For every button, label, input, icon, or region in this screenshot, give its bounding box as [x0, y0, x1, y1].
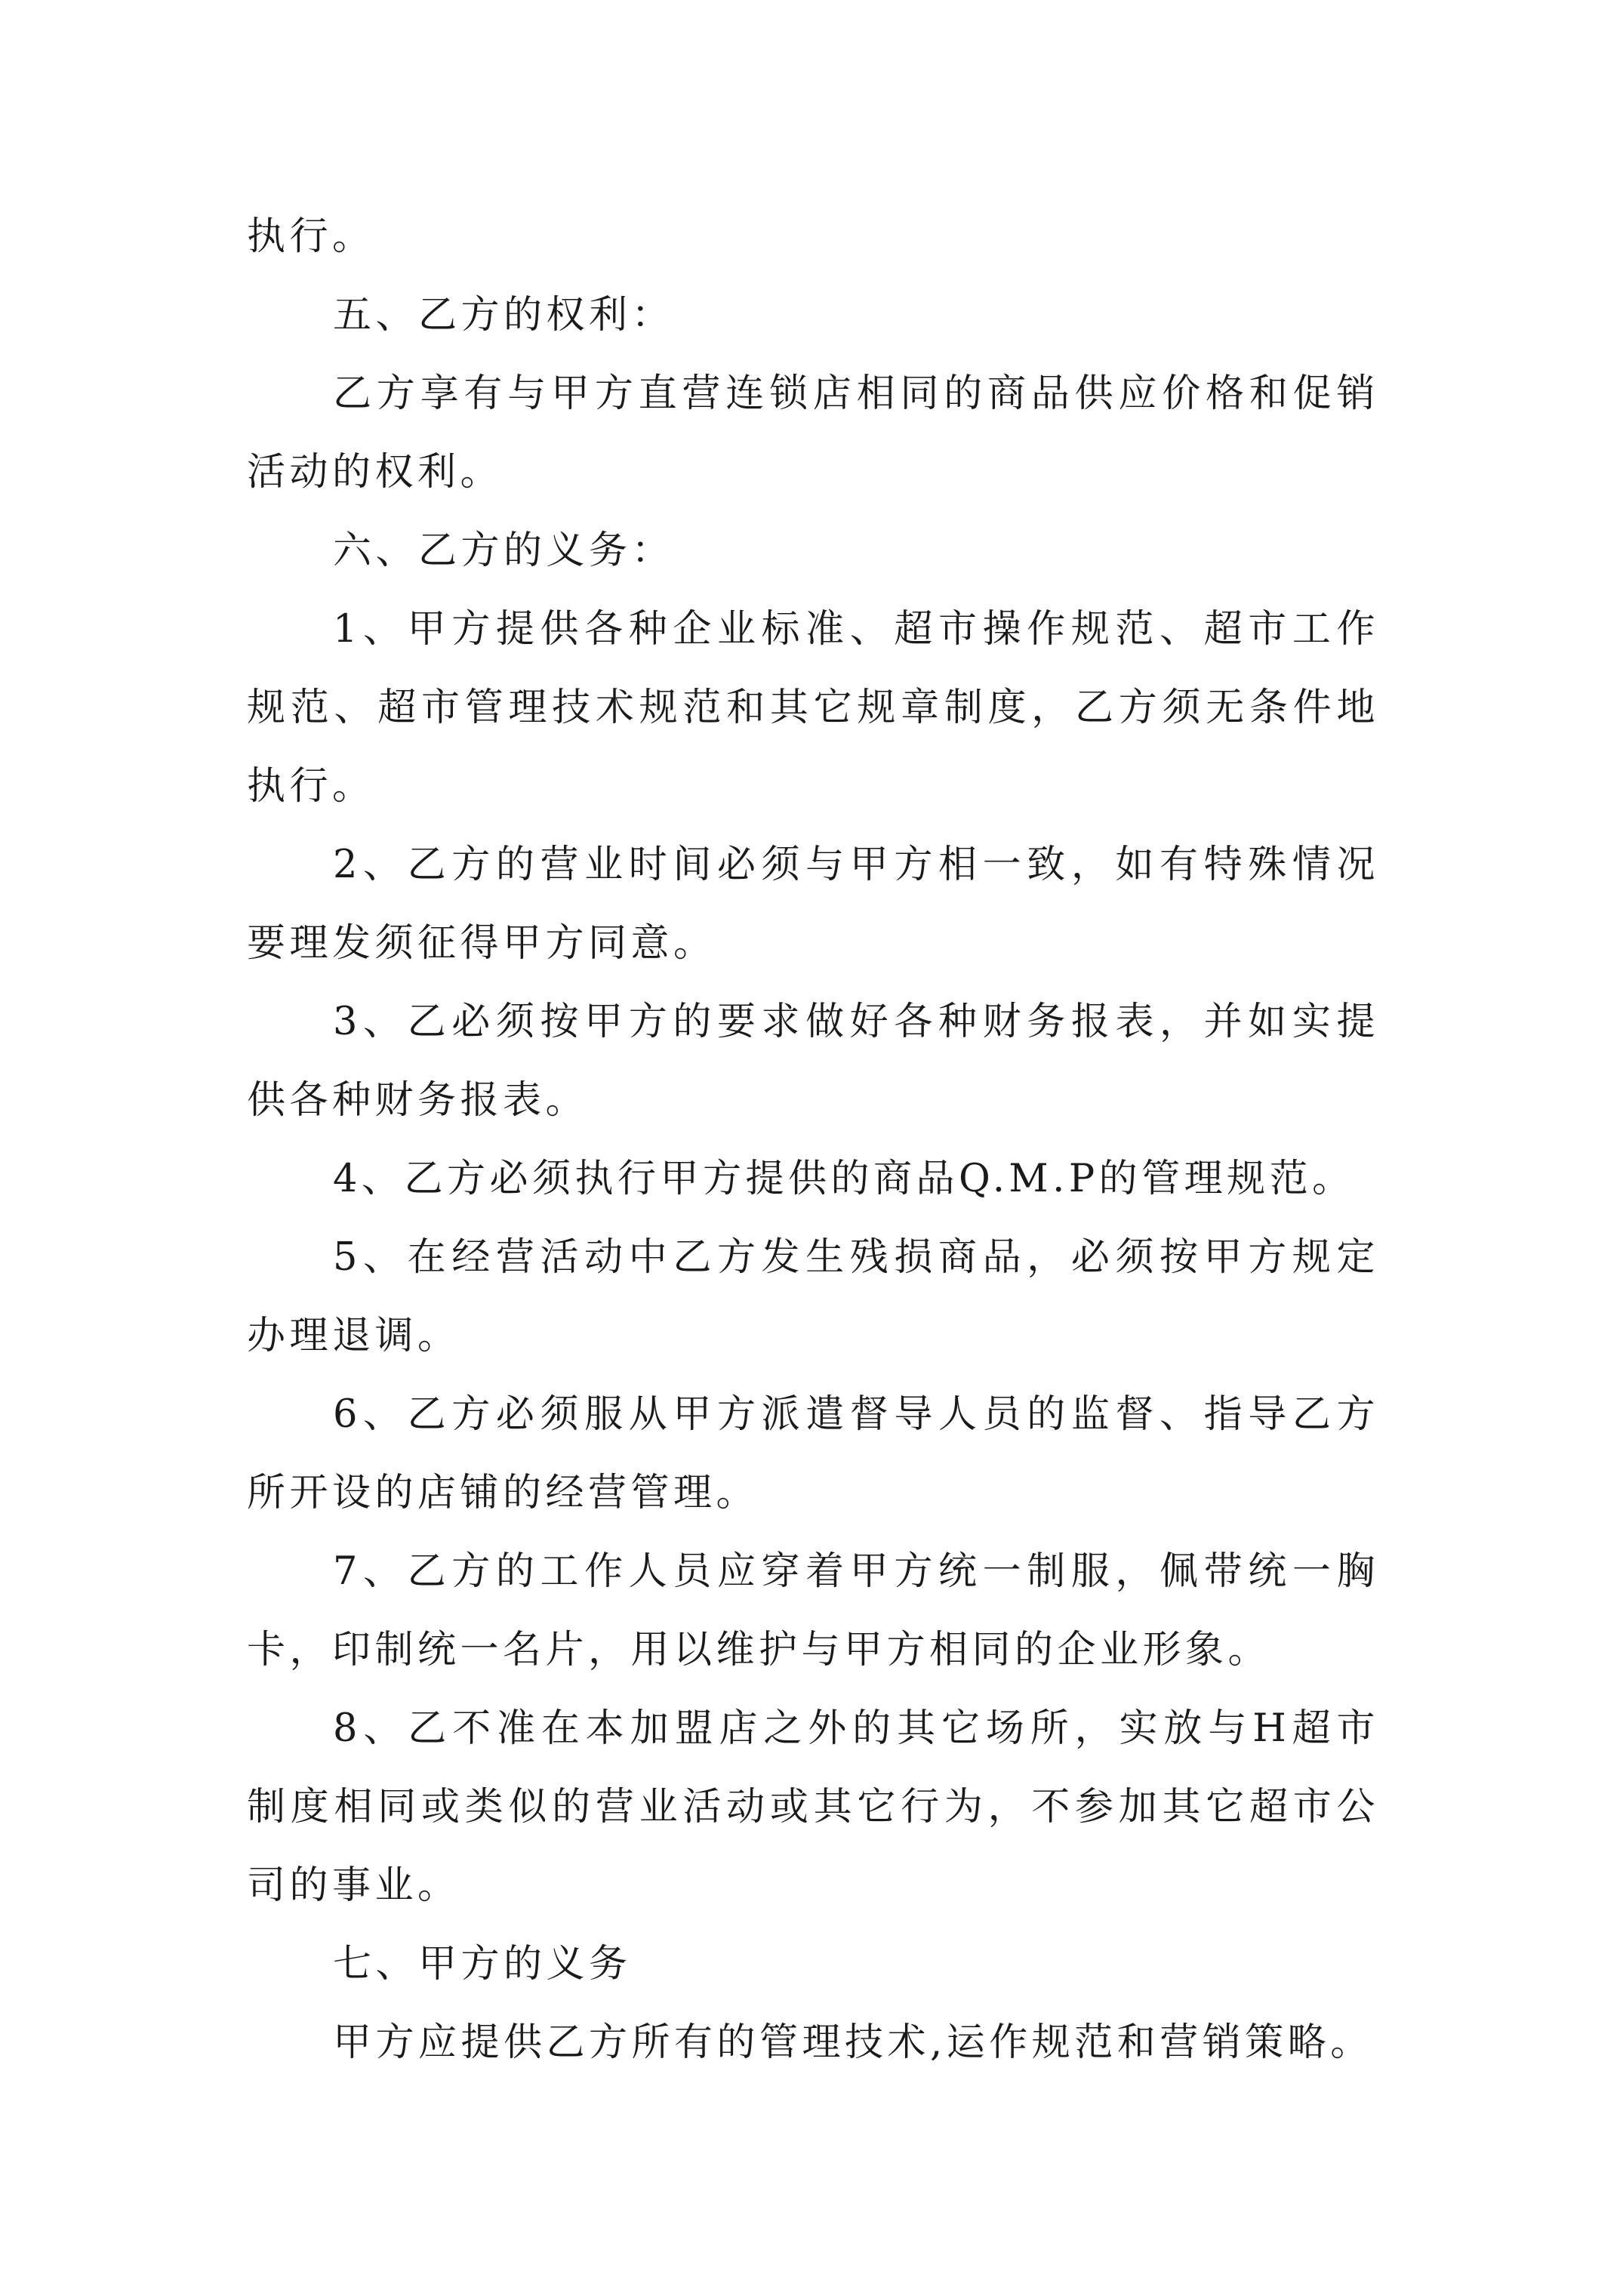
paragraph-party-b-rights: 乙方享有与甲方直营连锁店相同的商品供应价格和促销活动的权利。: [247, 371, 1379, 495]
heading-party-b-rights: 五、乙方的权利：: [333, 293, 675, 337]
heading-party-b-obligations: 六、乙方的义务：: [333, 529, 675, 573]
obligation-item-1: 1、甲方提供各种企业标准、超市操作规范、超市工作规范、超市管理技术规范和其它规章制度，乙方须无条件地执行。: [247, 607, 1379, 809]
obligation-item-8: 8、乙不准在本加盟店之外的其它场所，实放与H超市制度相同或类似的营业活动或其它行为，不参加其它超市公司的事业。: [247, 1706, 1379, 1908]
obligation-item-5: 5、在经营活动中乙方发生残损商品，必须按甲方规定办理退调。: [247, 1235, 1379, 1358]
document-body: [247, 198, 1379, 2082]
obligation-item-6: 6、乙方必须服从甲方派遣督导人员的监督、指导乙方所开设的店铺的经营管理。: [247, 1392, 1379, 1515]
obligation-item-7: 7、乙方的工作人员应穿着甲方统一制服，佩带统一胸卡，印制统一名片，用以维护与甲方相同的企业形象。: [247, 1549, 1379, 1672]
paragraph-continuation: 执行。: [247, 214, 375, 259]
paragraph-party-a-obligations: 甲方应提供乙方所有的管理技术,运作规范和营销策略。: [333, 2020, 1373, 2065]
obligation-item-4: 4、乙方必须执行甲方提供的商品Q.M.P的管理规范。: [333, 1157, 1355, 1201]
obligation-item-2: 2、乙方的营业时间必须与甲方相一致，如有特殊情况要理发须征得甲方同意。: [247, 843, 1379, 966]
heading-party-a-obligations: 七、甲方的义务: [333, 1942, 632, 1986]
obligation-item-3: 3、乙必须按甲方的要求做好各种财务报表，并如实提供各种财务报表。: [247, 1000, 1379, 1123]
